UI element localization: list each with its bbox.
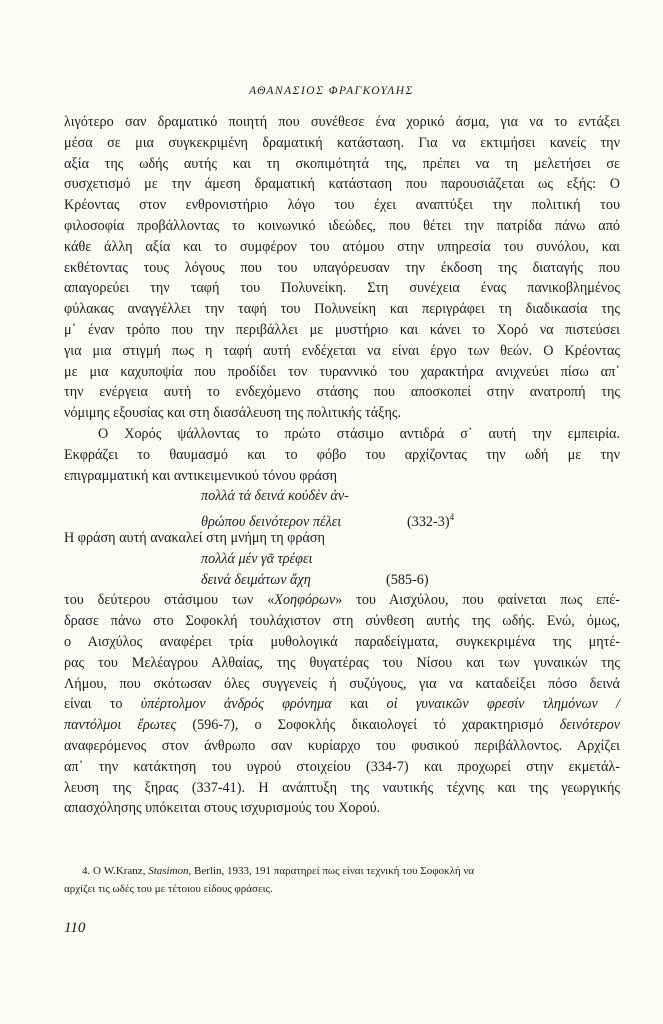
text-line: Λήμου, που σκότωσαν όλες συγγενείς ή συζύγους, για να καταδείξει πόσο δεινά xyxy=(64,675,620,692)
quote-line xyxy=(64,549,620,570)
quotation-2 xyxy=(64,549,620,591)
quotation-1 xyxy=(64,486,620,528)
text-line xyxy=(64,694,620,715)
text-line: ρας του Μελέαγρου Αλθαίας, της θυγατέρας του Νίσου και των γυναικών της xyxy=(64,654,620,671)
text-line: εκθέτοντας τους λόγους που του υπαγόρευσαν την έκδοση της διαταγής που xyxy=(64,259,620,276)
quote-line xyxy=(64,570,620,591)
text-line: την ενέργεια αυτή το ενδεχόμενο στάσης που αποσκοπεί στην ανατροπή της xyxy=(64,384,620,401)
quote-text: πολλά μέν γᾶ τρέφει xyxy=(201,550,313,567)
text-run: Ο W.Kranz, xyxy=(90,865,149,877)
text-line: μ᾿ έναν τρόπο που την περιβάλλει με μυστήριο και κάνει το Χορό να πιστεύσει xyxy=(64,321,620,338)
quote-text: θρώπου δεινότερον πέλει xyxy=(201,513,342,530)
footnotes xyxy=(64,862,620,898)
footnote-line: αρχίζει τις ωδές του με τέτοιου είδους φράσεις. xyxy=(64,883,273,895)
text-line: λευση της ξηρας (337-41). Η ανάπτυξη της ναυτικής τέχνης και της γεωργικής xyxy=(64,779,620,796)
footnote-number: 4. xyxy=(82,865,91,877)
greek-quote: οἱ γυναικῶν φρεσίν τλημόνων / xyxy=(386,696,620,713)
quote-line xyxy=(64,507,620,528)
line-reference: (332-3) xyxy=(407,513,450,530)
text-line: συσχετισμό με την άμεση δραματική κατάσταση που παρουσιάζεται ως εξής: Ο xyxy=(64,176,620,193)
text-line: απασχόλησης υπόκειται στους ισχυρισμούς του Χορού. xyxy=(64,800,381,817)
text-run: είναι το xyxy=(64,696,141,713)
text-line: φιλοσοφία προβάλλοντας το κοινωνικό ιδεώδες, που θέτει την πατρίδα πάνω από xyxy=(64,217,620,234)
text-line: Κρέοντας στον ενθρονιστήριο λόγο του έχει αναπτύξει την πολιτική του xyxy=(64,197,620,214)
text-line xyxy=(64,715,620,736)
italic-title: Χοηφόρων xyxy=(274,592,336,609)
text-line: απ᾿ την κατάκτηση του υγρού στοιχείου (334-7) και προχωρεί στην εκμετάλ- xyxy=(64,758,620,775)
footnote-line xyxy=(64,862,620,880)
text-run: του δεύτερου στάσιμου των « xyxy=(64,592,275,609)
text-line: για μια στιγμή πως η ταφή αυτή ενδέχεται να είναι έργο των θεών. Ο Κρέοντας xyxy=(64,342,620,359)
quote-text: δεινά δειμάτων ἄχη xyxy=(201,571,311,588)
text-line: επιγραμματική και αντικειμενικού τόνου φράση xyxy=(64,467,338,484)
text-run: , Berlin, 1933, 191 παρατηρεί πως είναι τεχνική του Σοφοκλή να xyxy=(188,865,475,877)
text-line: νόμιμης εξουσίας και στη διασάλευση της πολιτικής τάξης. xyxy=(64,405,402,422)
italic-title: Stasimon xyxy=(148,865,189,877)
paragraph-2 xyxy=(64,424,620,486)
text-line: απαγορεύει την ταφή του Πολυνείκη. Στη συνέχεια ένας πανικοβλημένος xyxy=(64,280,620,297)
text-run: και xyxy=(331,696,387,713)
quote-line xyxy=(64,486,620,507)
text-line: αξία της ωδής αυτής και τη σκοπιμότητά της, πρέπει να τη μελετήσει σε xyxy=(64,155,620,172)
paragraph-1 xyxy=(64,112,620,424)
paragraph-3 xyxy=(64,590,620,819)
text-line: με μια καχυποψία που προδίδει τον τυραννικό του χαρακτήρα ανιχνεύει πίσω απ᾿ xyxy=(64,363,620,380)
text-line: φύλακας αναγγέλλει την ταφή του Πολυνείκη και περιγράφει τη διαδικασία της xyxy=(64,301,620,318)
text-line xyxy=(64,590,620,611)
text-line: Η φράση αυτή ανακαλεί στη μνήμη τη φράση xyxy=(64,529,325,546)
page-number: 110 xyxy=(64,920,86,936)
text-line: ο Αισχύλος αναφέρει τρία μυθολογικά παραδείγματα, συγκεκριμένα της μητέ- xyxy=(64,633,620,650)
running-head: ΑΘΑΝΑΣΙΟΣ ΦΡΑΓΚΟΥΛΗΣ xyxy=(249,85,414,97)
text-line: λιγότερο σαν δραματικό ποιητή που συνέθεσε ένα χορικό άσμα, για να το εντάξει xyxy=(64,114,620,130)
footnote-marker: 4 xyxy=(449,512,455,523)
main-text xyxy=(64,112,620,819)
greek-quote: δεινότερον xyxy=(559,717,620,734)
text-line: κάθε άλλη αξία και το συμφέρον του ατόμου στην υπηρεσία του συνόλου, και xyxy=(64,238,620,255)
text-line: αναφερόμενος στον άνθρωπο σαν κυρίαρχο του φυσικού περιβάλλοντος. Αρχίζει xyxy=(64,737,620,754)
text-run: (596-7), ο Σοφοκλής δικαιολογεί τό χαρακτηρισμό xyxy=(176,717,560,734)
text-line: Εκφράζει το θαυμασμό και το φόβο του αρχίζοντας την ωδή με την xyxy=(64,446,620,463)
text-line: Ο Χορός ψάλλοντας το πρώτο στάσιμο αντιδρά σ᾿ αυτή την εμπειρία. xyxy=(98,425,620,442)
quote-text: πολλά τά δεινά κοὐδὲν ἀν- xyxy=(201,488,349,505)
text-run: » του Αισχύλου, που φαίνεται πως επέ- xyxy=(335,592,620,609)
text-line: μέσα σε μια συγκεκριμένη δραματική κατάσταση. Για να εκτιμήσει κανείς την xyxy=(64,134,620,151)
greek-quote: παντόλμοι ἔρωτες xyxy=(64,717,177,734)
text-line: δρασε πάνω στο Σοφοκλή τουλάχιστον στη σύνθεση αυτής της ωδής. Ενώ, όμως, xyxy=(64,613,620,630)
greek-quote: ὑπέρτολμον ἀνδρός φρόνημα xyxy=(140,696,332,713)
line-reference: (585-6) xyxy=(386,571,429,588)
